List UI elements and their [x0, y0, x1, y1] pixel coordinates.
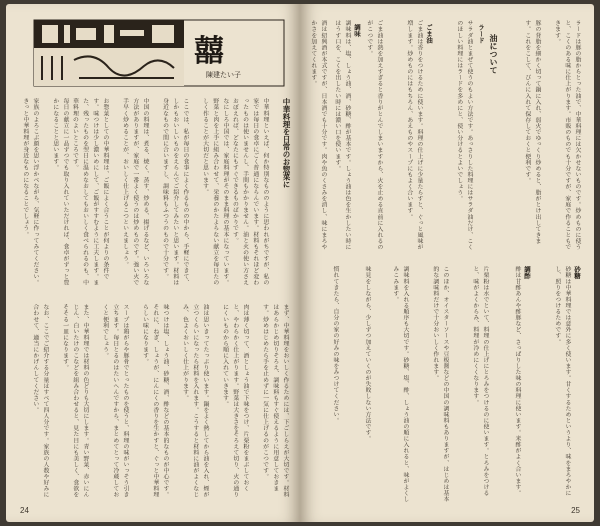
page-number-left: 24 — [20, 506, 29, 515]
author-name: 陳建たい子 — [206, 71, 241, 79]
title-decoration — [34, 20, 284, 86]
heading-seasoning: 調味 — [353, 24, 361, 37]
heading-sesame-oil: ごま油 — [425, 24, 433, 44]
left-upper-col-7: 家族のよろこぶ顔を思い浮かべながら、気軽に作ってみてください。きっと中華料理が身近なものになることでしょう。 — [21, 98, 38, 286]
left-upper-col-2: なにしろ中国では、家庭料理がそのまま料理の基本になっています。野菜と肉を上手に組み合わせて、栄養のかたよらない献立を毎日たのしく作ることが大切だと思います。 — [201, 98, 228, 286]
left-lower-col-3: 油は思いきってたっぷり使います。鍋をよく熱してから油を入れ、煙が立つくらいになったら材料を入れます。こうすると材料に油がよくなじみ、色よくおいしく仕上がります。 — [181, 304, 208, 498]
right-upper-col-1: ラードは豚の脂からとった油で、中華料理には欠かせないものです。炒めものに使うと、こくのある味に仕上がります。市販のものでも十分ですが、家庭で作ることもできます。 — [553, 20, 580, 250]
left-upper-col-5: お惣菜としての中華料理は、ご飯によく合うことが何よりの条件です。味つけは少し濃いめにして、ご飯がすすむように工夫します。また、残ったものを翌日に温めなおしてもおいしく食べられるのも、中華料理のよいところです。 — [71, 98, 108, 286]
left-lower-col-4: 味つけは塩、しょう油、砂糖、酒、酢などの基本的なものが中心です。それに、ねぎ、しょうが、にんにくの香りを生かすと、ぐっと中華料理らしい味になります。 — [141, 304, 168, 498]
left-lower-col-1: まず、中華料理をおいしく作るためには、下ごしらえが大切です。材料はあらかじめ切りそろえ、調味料もすぐ使えるように用意しておきます。炒めはじめたら手を止めずに一気に仕上げるのがこつです。 — [261, 304, 288, 498]
heading-lard: ラード — [477, 24, 485, 44]
page-number-right: 25 — [571, 506, 580, 515]
left-page — [6, 4, 300, 522]
right-lower-col-3: 片栗粉は水でといて、料理の仕上げにとろみをつけるのに使います。とろみをつけると、味がよくからみ、料理が冷めにくくなります。 — [471, 266, 488, 496]
left-upper-col-3: ここでは、私が毎日の食事によく作るものの中から、手軽にできて、しかもおいしいものをえらんでご紹介してみたいと思います。材料は身近なもので間に合いますし、調味料もふつうのもので十分です。 — [161, 98, 188, 286]
right-lower-col-7: 慣れてきたら、自分の家の好みの味をみつけてください。 — [332, 266, 338, 424]
right-upper-col-7: 酒は紹興酒が本式ですが、日本酒でも十分です。肉や魚のくさみを消し、味にまろやかさを加えてくれます。 — [309, 20, 326, 250]
heading-sugar: 砂糖 — [573, 266, 581, 279]
right-upper-col-3: サラダ油とまぜて使うのもよい方法です。あっさりした料理にはサラダ油だけ、こくのほしい料理にはラードを多めにと、使い分けるとよいでしょう。 — [455, 20, 472, 250]
right-page — [300, 4, 594, 522]
right-lower-col-5: 調味料を入れる順序も大切です。砂糖、塩、酢、しょう油の順に入れると、味がよくしみこみます。 — [391, 266, 408, 502]
right-upper-col-4: ごま油は香りをつけるために使います。料理の仕上げに少量たらすと、ぐっと風味が増します。炒めものにはもちろん、あえものやスープにもよく合います。 — [405, 20, 422, 250]
left-lower-col-6: また、中華料理では材料の色どりも大切にします。青い野菜、赤いにんじん、白いたけのこなどを組み合わせると、見た目にも美しく、食欲をそそる一皿になります。 — [61, 304, 88, 498]
right-upper-col-6: 調味料は、塩、しょう油、酒、砂糖、酢が基本です。しょう油は色を生かしたい時にはうす口を、こくを出したい時には濃い口を使います。 — [333, 20, 350, 250]
left-lower-col-5: スープは鶏がらや豚骨でとったものを使うと、料理の味がいっそう引き立ちます。毎日とるのはたいへんですから、まとめてとって冷蔵しておくと便利でしょう。 — [101, 304, 128, 498]
right-lower-col-2: 酢は甘酢あんや酢豚など、さっぱりした味の料理に使います。米酢がよく合います。 — [514, 266, 520, 496]
left-upper-col-4: 中国の料理は、煮る、焼く、蒸す、炒める、揚げるなど、いろいろな方法がありますが、家庭で一番よく使うのは炒めものです。強い火で手早く炒めることが、おいしく仕上げるこつといえましょう。 — [121, 98, 148, 286]
heading-oil: 油について — [489, 34, 499, 74]
left-lower-col-2: 肉は薄く切って、酒としょう油で下味をつけ、片栗粉をまぶしておくと、やわらかく仕上がります。野菜は大きさをそろえて切り、火の通りにくいものから順に入れていきます。 — [221, 304, 248, 498]
book-spread — [6, 4, 594, 522]
right-lower-col-1: 砂糖は中華料理では意外に多く使います。甘くするためというより、味をまろやかにし、照りをつけるためです。 — [553, 266, 570, 496]
title-kanji: 囍 — [194, 34, 224, 69]
heading-vinegar: 調酢 — [523, 266, 531, 279]
left-lower-col-7: なお、ここでご紹介する分量はすべて四人分です。家族の人数や好みに合わせて、適当にかげんしてください。 — [31, 304, 48, 498]
right-lower-col-4: このほか、オイスターソースや豆板醤などの中国の調味料もありますが、はじめは基本的な調味料だけで十分おいしく作れます。 — [431, 266, 448, 502]
left-upper-col-6: 毎日の献立に一品ずつでも取り入れていただければ、食卓がずっと豊かになることと思います。 — [51, 98, 68, 286]
right-upper-col-2: 豚の背脂を細かく切って鍋に入れ、弱火でゆっくり炒めると、脂がとけ出してきます。これをこして、びんに入れて保存しておくと便利です。 — [523, 20, 540, 244]
left-upper-col-1: 中華料理といえば、何か特別なもののように思われがちですが、私の家では毎日の食卓にごく普通にならんでいます。材料もそれほど変わったものは使いませんし、手間もかかりません。油と火の使い方さえおぼえれば、どなたにもすぐできるものばかりです。 — [231, 98, 268, 286]
right-lower-col-6: 味見をしながら、少しずつ加えていくのが失敗しない方法です。 — [364, 266, 370, 442]
right-upper-col-5: ごま油は熱を加えすぎると香りがとんでしまいますから、火を止める直前に入れるのがこつです。 — [365, 20, 382, 250]
section-heading: 中華料理を日常のお惣菜に — [282, 98, 291, 188]
title-block — [34, 20, 284, 86]
